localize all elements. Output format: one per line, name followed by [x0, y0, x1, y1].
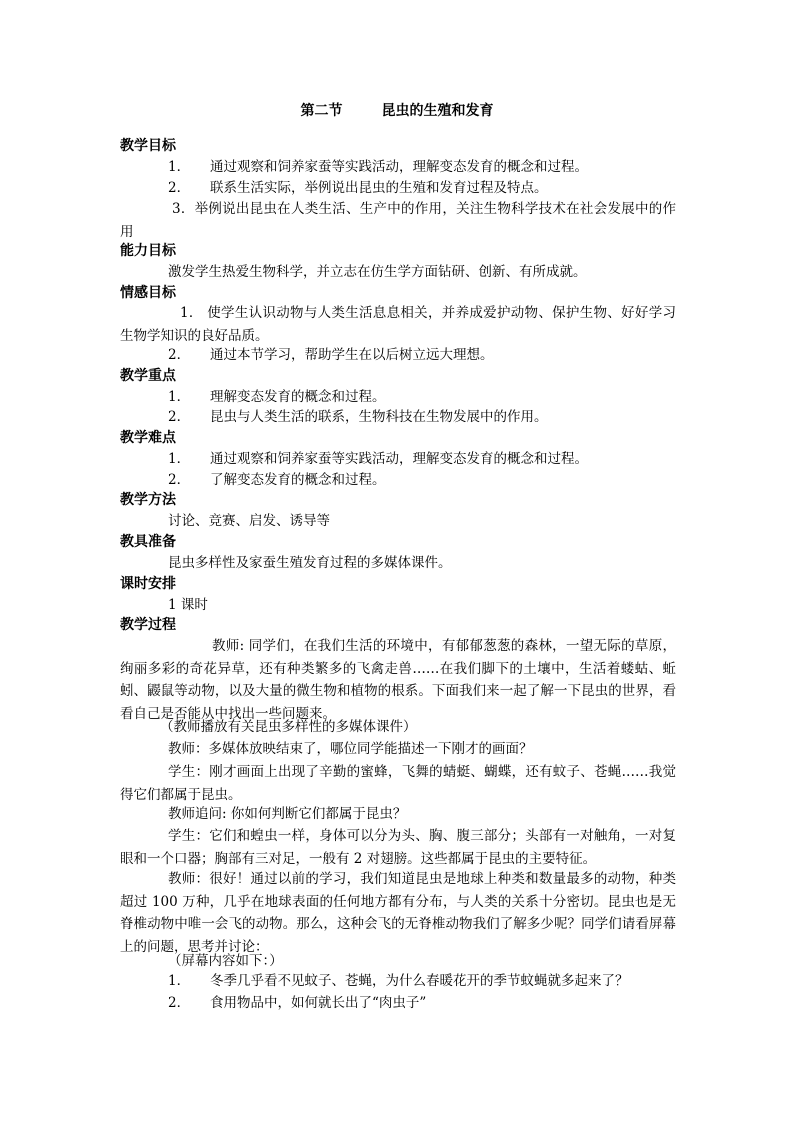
page-title: 第二节 昆虫的生殖和发育 — [300, 103, 494, 119]
heading-materials: 教具准备 — [120, 534, 176, 550]
paragraph: 教师：多媒体放映结束了，哪位同学能描述一下刚才的画面？ — [168, 741, 533, 757]
list-text: 联系生活实际，举例说出昆虫的生殖和发育过程及特点。 — [210, 180, 548, 196]
heading-key-points: 教学重点 — [120, 368, 176, 384]
heading-methods: 教学方法 — [120, 492, 176, 508]
paragraph: （屏幕内容如下：） — [168, 953, 283, 969]
list-item-wrapped: 1． 使学生认识动物与人类生活息息相关，并养成爱护动物、保护生物、好好学习生物学知识的良好品质。 — [120, 305, 676, 344]
list-item — [168, 345, 728, 366]
heading-difficulties: 教学难点 — [120, 430, 176, 446]
list-item — [168, 178, 728, 199]
list-item — [168, 387, 728, 408]
list-text: 冬季几乎看不见蚊子、苍蝇，为什么春暖花开的季节蚊蝇就多起来了？ — [210, 973, 629, 989]
paragraph: 教师追问: 你如何判断它们都属于昆虫？ — [168, 806, 407, 822]
paragraph: 昆虫多样性及家蚕生殖发育过程的多媒体课件。 — [168, 555, 452, 571]
list-item — [168, 407, 728, 428]
paragraph: 1 课时 — [168, 597, 208, 613]
heading-process: 教学过程 — [120, 617, 176, 633]
paragraph: 激发学生热爱生物科学，并立志在仿生学方面钻研、创新、有所成就。 — [168, 264, 587, 280]
list-item — [168, 971, 728, 992]
list-number: 1． — [168, 451, 191, 467]
list-number: 2． — [168, 347, 191, 363]
heading-teaching-goals: 教学目标 — [120, 138, 176, 154]
heading-emotion-goals: 情感目标 — [120, 285, 176, 301]
list-number: 2． — [168, 180, 191, 196]
list-text: 通过观察和饲养家蚕等实践活动，理解变态发育的概念和过程。 — [210, 159, 588, 175]
list-text: 昆虫与人类生活的联系，生物科技在生物发展中的作用。 — [210, 409, 548, 425]
paragraph: 教师: 同学们，在我们生活的环境中，有郁郁葱葱的森林，一望无际的草原，绚丽多彩的奇花异草，还有种类繁多的飞禽走兽……在我们脚下的土壤中，生活着蝼蛄、蚯蚓、鼹鼠等动物，以及大量的微生物和植物的根系。下面我们来一起了解一下昆虫的世界，看看自己是否能从中找出一些问题来。 — [120, 638, 676, 722]
list-number: 2． — [168, 995, 191, 1011]
list-item-wrapped: 3．举例说出昆虫在人类生活、生产中的作用，关注生物科学技术在社会发展中的作用 — [120, 201, 676, 240]
list-number: 2． — [168, 472, 191, 488]
heading-schedule: 课时安排 — [120, 576, 176, 592]
list-text: 通过观察和饲养家蚕等实践活动，理解变态发育的概念和过程。 — [210, 451, 588, 467]
list-number: 2． — [168, 409, 191, 425]
heading-ability-goals: 能力目标 — [120, 243, 176, 259]
list-number: 1． — [168, 159, 191, 175]
list-item — [168, 449, 728, 470]
paragraph: 学生：它们和蝗虫一样，身体可以分为头、胸、腹三部分；头部有一对触角，一对复眼和一个口器；胸部有三对足，一般有 2 对翅膀。这些都属于昆虫的主要特征。 — [120, 828, 676, 867]
paragraph: 教师：很好！通过以前的学习，我们知道昆虫是地球上种类和数量最多的动物，种类超过 100 万种，几乎在地球表面的任何地方都有分布，与人类的关系十分密切。昆虫也是无脊椎动物中唯一会飞的动物。那么，这种会飞的无脊椎动物我们了解多少呢？同学们请看屏幕上的问题，思考并讨论： — [120, 871, 676, 955]
list-item — [168, 993, 728, 1014]
list-text: 通过本节学习，帮助学生在以后树立远大理想。 — [210, 347, 494, 363]
paragraph: （教师播放有关昆虫多样性的多媒体课件） — [160, 719, 417, 735]
list-number: 1． — [168, 389, 191, 405]
list-text: 了解变态发育的概念和过程。 — [210, 472, 386, 488]
list-number: 1． — [168, 973, 191, 989]
paragraph: 讨论、竞赛、启发、诱导等 — [168, 513, 330, 529]
list-text: 食用物品中，如何就长出了“肉虫子” — [210, 995, 427, 1011]
paragraph: 学生：刚才画面上出现了辛勤的蜜蜂，飞舞的蜻蜓、蝴蝶，还有蚊子、苍蝇……我觉得它们都属于昆虫。 — [120, 764, 676, 803]
list-item — [168, 157, 728, 178]
list-item — [168, 470, 728, 491]
list-text: 理解变态发育的概念和过程。 — [210, 389, 386, 405]
